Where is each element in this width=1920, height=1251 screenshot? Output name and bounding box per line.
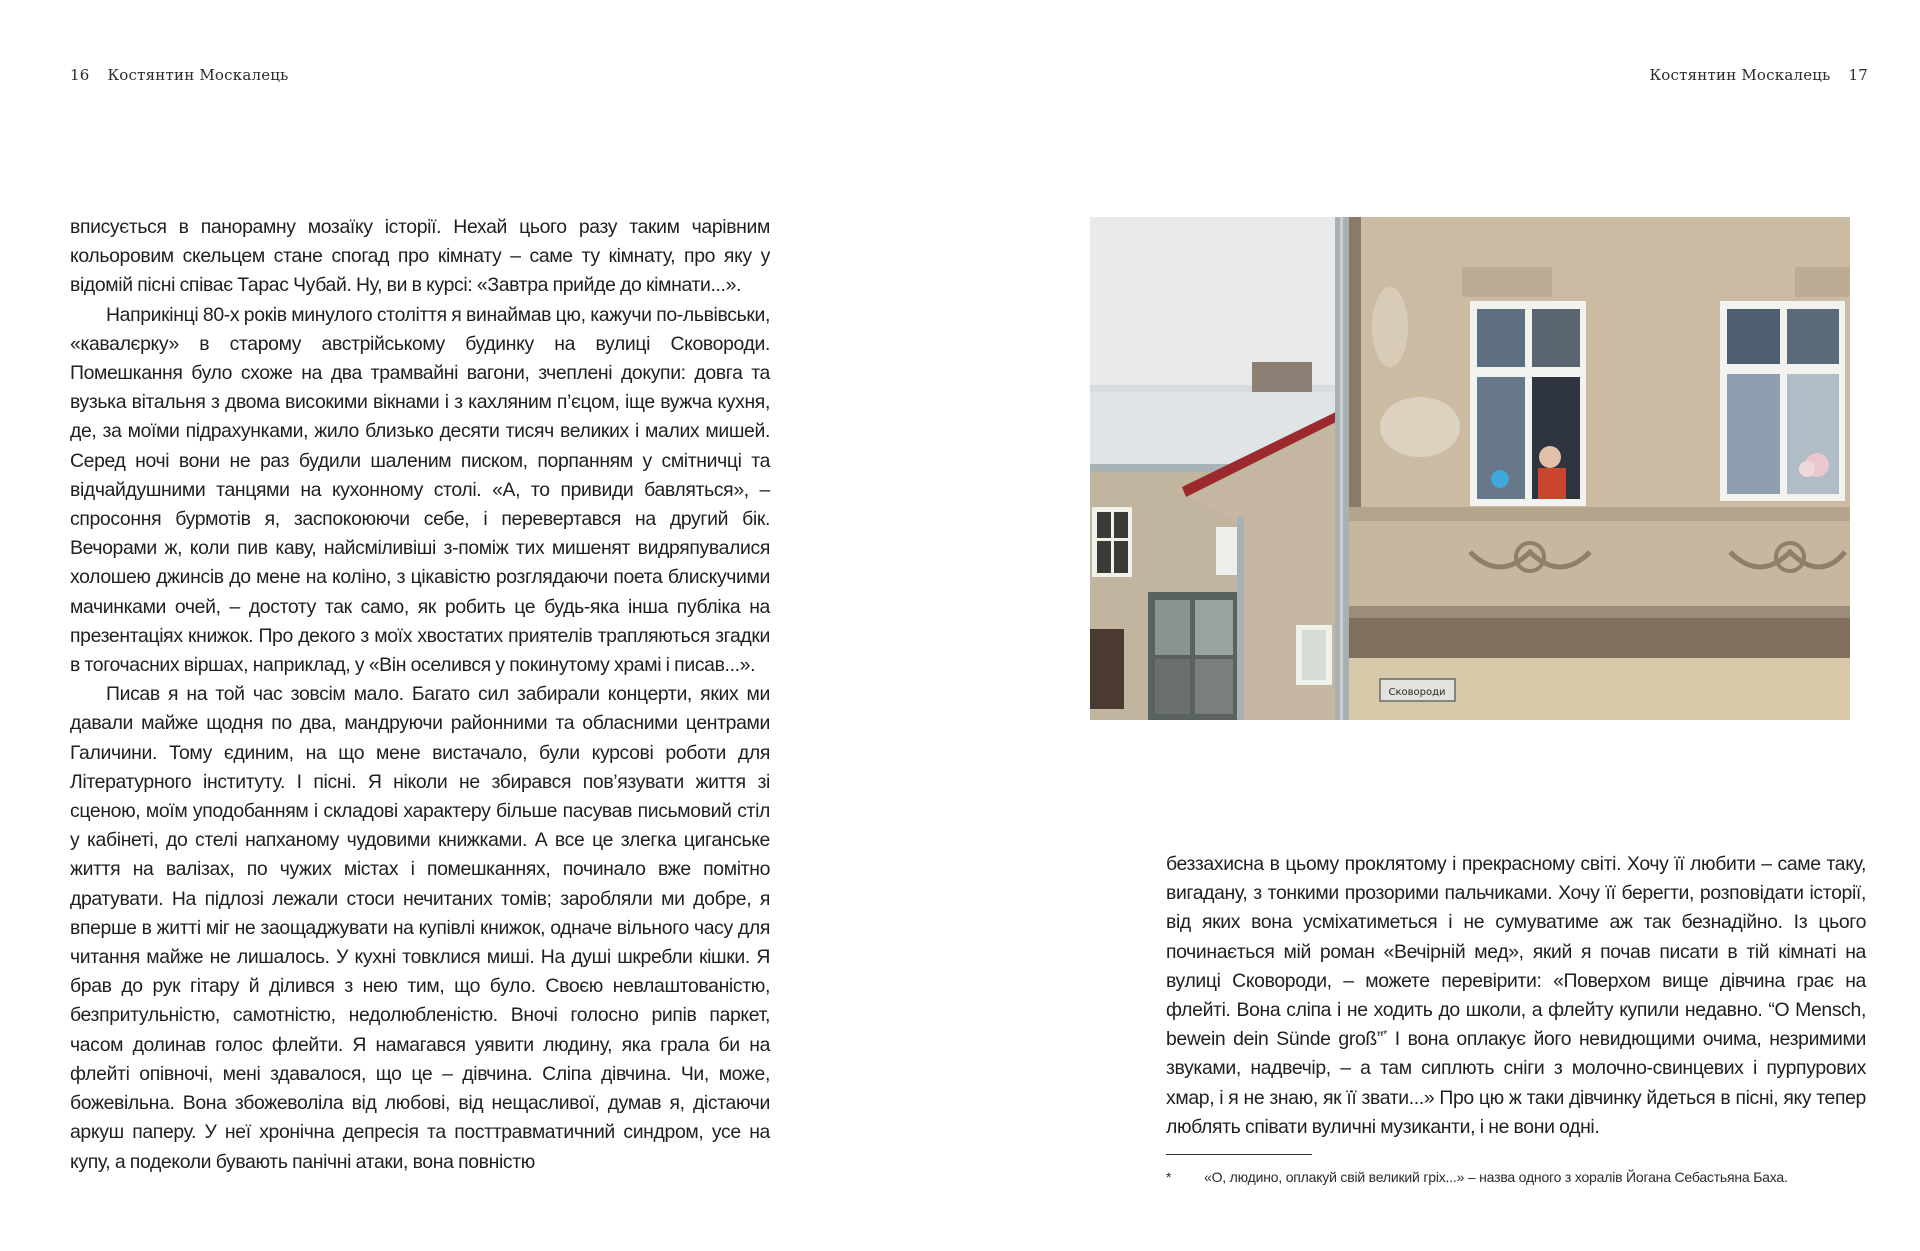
running-head-left [70,66,289,84]
building-facade-image [1090,217,1850,720]
paragraph-text: беззахисна в цьому проклятому і прекрасному світі. Хочу її любити – саме таку, вигадану, з тонкими прозорими пальчиками. Хочу її берегти, розповідати історії, від яких вона усміхатиметься і не сумуватиме аж так безнадійно. Із цього починається мій роман «Вечірній мед», який я почав писати в тій кімнаті на вулиці Сковороди, – можете перевірити: «Поверхом вище дівчина грає на флейті. Вона сліпа і не ходить до школи, а флейту купили недавно. “O Mensch, bewein dein Sünde groß” [1166,853,1866,1051]
footnote [1166,1169,1886,1185]
author-name-left: Костянтин Москалець [107,66,289,84]
page-number-right: 17 [1848,66,1868,84]
footnote-reference: * [1383,1028,1387,1041]
street-photo [1090,217,1850,720]
footnote-text: «О, людино, оплакуй свій великий гріх...» – назва одного з хоралів Йогана Себастьяна Баха. [1204,1169,1788,1185]
author-name-right: Костянтин Москалець [1649,66,1831,84]
right-page-body [1166,850,1866,1142]
footnote-marker: * [1166,1169,1172,1185]
paragraph: вписується в панорамну мозаїку історії. Нехай цього разу таким чарівним кольоровим скельцем стане спогад про кімнату – саме ту кімнату, про яку у відомій пісні співає Тарас Чубай. Ну, ви в курсі: «Завтра прийде до кімнати...». [70,216,770,297]
paragraph-text-continued: І вона оплакує його невидющими очима, незримими звуками, надвечір, – а там сиплють сніги з молочно-свинцевих і пурпурових хмар, і я не знаю, як її звати...» Про цю ж таки дівчинку йдеться в пісні, яку тепер люблять співати вуличні музиканти, і не вони одні. [1166,1028,1866,1138]
paragraph [1166,850,1866,1142]
footnote-divider [1166,1154,1312,1155]
page-number-left: 16 [70,66,90,84]
running-head-right [1650,66,1869,84]
street-sign-text: Сковороди [1388,687,1446,698]
left-page-body [70,213,770,1177]
paragraph: Наприкінці 80-х років минулого століття я винаймав цю, кажучи по-львівськи, «кавалєрку» в старому австрійському будинку на вулиці Сковороди. Помешкання було схоже на два трамвайні вагони, зчеплені докупи: довга та вузька вітальня з двома високими вікнами і з кахляним п’єцом, іще вужча кухня, де, за моїми підрахунками, жило близько десяти тисяч великих і малих мишей. Серед ночі вони не раз будили шаленим писком, порпанням у смітничці та відчайдушними танцями на кухонному столі. «А, то привиди бавляться», – спросоння бурмотів я, заспокоюючи себе, і перевертався на другий бік. Вечорами ж, коли пив каву, найсміливіші з-поміж тих мишенят видряпувалися холошею джинсів до мене на коліно, з цікавістю розглядаючи поета блискучими мачинками очей, – достоту так само, як робить це будь-яка інша публіка на презентаціях книжок. Про декого з моїх хвостатих приятелів трапляються згадки в тогочасних віршах, наприклад, у «Він оселився у покинутому храмі і писав...». [70,303,770,677]
paragraph: Писав я на той час зовсім мало. Багато сил забирали концерти, яких ми давали майже щодня по два, мандруючи районними та обласними центрами Галичини. Тому єдиним, на що мене вистачало, були курсові роботи для Літературного інституту. І пісні. Я ніколи не збирався пов’язувати життя зі сценою, моїм уподобанням і складові характеру більше пасував письмовий стіл у кабінеті, до стелі напханому чудовими книжками. А все це злегка циганське життя на валізах, по чужих містах і помешканнях, починало вже помітно дратувати. На підлозі лежали стоси нечитаних томів; заробляли ми добре, я вперше в житті міг не заощаджувати на купівлі книжок, одначе вільного часу для читання майже не лишалось. У кухні товклися миші. На душі шкребли кішки. Я брав до рук гітару й ділився з нею тим, що було. Своєю невлаштованістю, безпритульністю, самотністю, недолюбленістю. Вночі голосно рипів паркет, часом долинав голос флейти. Я намагався уявити людину, яка грала би на флейті опівночі, мені здавалося, що це – дівчина. Сліпа дівчина. Чи, може, божевільна. Вона збожеволіла від любові, від нещасливої, думав я, дістаючи аркуш паперу. У неї хронічна депресія та посттравматичний синдром, усе на купу, а подеколи бувають панічні атаки, вона повністю [70,683,770,1173]
